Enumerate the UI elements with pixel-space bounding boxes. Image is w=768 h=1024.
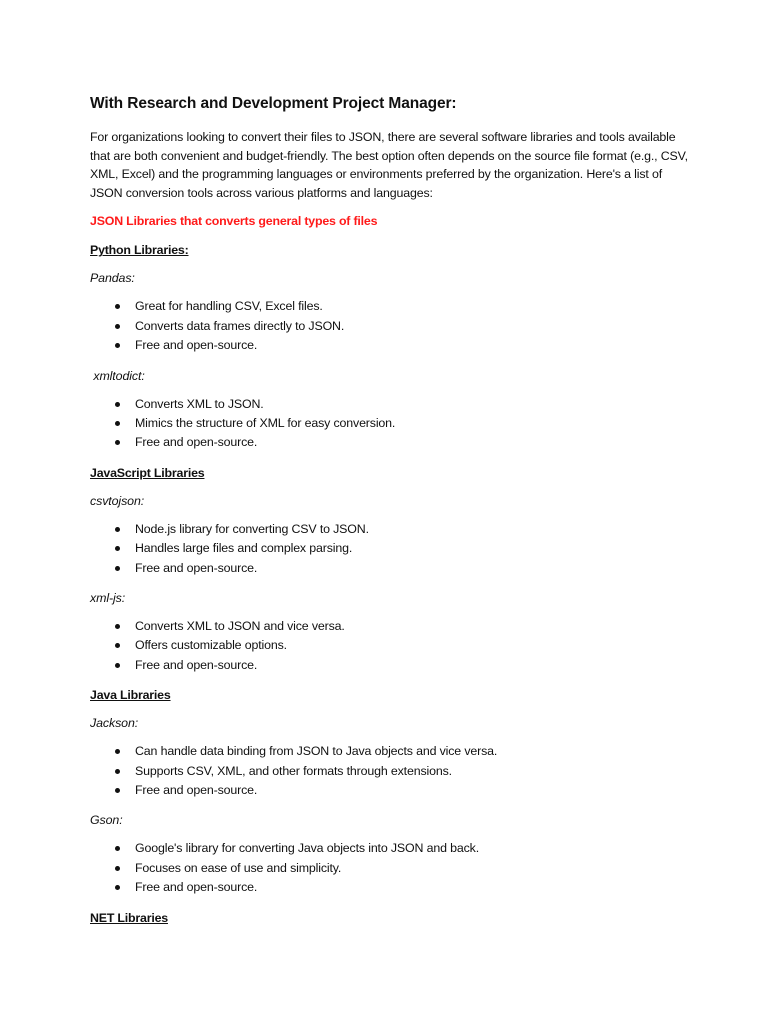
bullet-dot-icon bbox=[115, 769, 120, 774]
bullet-dot-icon bbox=[115, 546, 120, 551]
bullet-text: Converts XML to JSON and vice versa. bbox=[135, 619, 345, 634]
bullet-list bbox=[90, 520, 688, 578]
bullet-item bbox=[90, 781, 688, 800]
bullet-item bbox=[90, 636, 688, 655]
bullet-item bbox=[90, 414, 688, 433]
bullet-text: Free and open-source. bbox=[135, 657, 258, 672]
bullet-list bbox=[90, 742, 688, 800]
bullet-text: Free and open-source. bbox=[135, 560, 258, 575]
bullet-dot-icon bbox=[115, 788, 120, 793]
library-name: xml-js: bbox=[90, 591, 126, 606]
bullet-item bbox=[90, 617, 688, 636]
library-name: Jackson: bbox=[90, 716, 139, 731]
bullet-item bbox=[90, 742, 688, 761]
bullet-dot-icon bbox=[115, 304, 120, 309]
bullet-item bbox=[90, 395, 688, 414]
bullet-list bbox=[90, 617, 688, 675]
intro-paragraph: For organizations looking to convert their files to JSON, there are several software libraries and tools available that are both convenient and budget-friendly. The best option often depends on the source file format (e.g., CSV, XML, Excel) and the programming languages or environments preferred by the organization. Here's a list of JSON conversion tools across various platforms and languages: bbox=[90, 130, 688, 200]
bullet-text: Free and open-source. bbox=[135, 338, 258, 353]
bullet-text: Mimics the structure of XML for easy conversion. bbox=[135, 416, 396, 430]
document-title: With Research and Development Project Manager: bbox=[90, 95, 457, 112]
bullet-dot-icon bbox=[115, 866, 120, 871]
bullet-text: Google's library for converting Java objects into JSON and back. bbox=[135, 841, 480, 856]
bullet-dot-icon bbox=[115, 643, 120, 648]
bullet-item bbox=[90, 317, 688, 336]
sections-container bbox=[90, 241, 688, 926]
bullet-text: Supports CSV, XML, and other formats through extensions. bbox=[135, 763, 452, 778]
bullet-dot-icon bbox=[115, 846, 120, 851]
bullet-dot-icon bbox=[115, 402, 120, 407]
bullet-text: Free and open-source. bbox=[135, 880, 258, 895]
bullet-dot-icon bbox=[115, 663, 120, 668]
bullet-item bbox=[90, 839, 688, 858]
bullet-item bbox=[90, 297, 688, 316]
bullet-dot-icon bbox=[115, 885, 120, 890]
bullet-item bbox=[90, 559, 688, 578]
red-subheading: JSON Libraries that converts general types of files bbox=[90, 214, 378, 229]
bullet-item bbox=[90, 336, 688, 355]
bullet-item bbox=[90, 878, 688, 897]
bullet-dot-icon bbox=[115, 624, 120, 629]
library-name: Gson: bbox=[90, 813, 123, 828]
bullet-item bbox=[90, 762, 688, 781]
bullet-dot-icon bbox=[115, 343, 120, 348]
bullet-text: Converts XML to JSON. bbox=[135, 396, 264, 411]
bullet-item bbox=[90, 539, 688, 558]
bullet-list bbox=[90, 839, 688, 897]
bullet-text: Free and open-source. bbox=[135, 783, 258, 798]
bullet-text: Great for handling CSV, Excel files. bbox=[135, 299, 323, 314]
bullet-text: Node.js library for converting CSV to JSON. bbox=[135, 521, 369, 536]
bullet-text: Handles large files and complex parsing. bbox=[135, 541, 353, 556]
bullet-item bbox=[90, 656, 688, 675]
bullet-dot-icon bbox=[115, 527, 120, 532]
bullet-item bbox=[90, 859, 688, 878]
bullet-dot-icon bbox=[115, 440, 120, 445]
bullet-text: Free and open-source. bbox=[135, 435, 258, 450]
section-heading: Python Libraries: bbox=[90, 243, 189, 258]
library-name: Pandas: bbox=[90, 271, 135, 286]
section-heading: Java Libraries bbox=[90, 688, 171, 703]
bullet-dot-icon bbox=[115, 566, 120, 571]
bullet-dot-icon bbox=[115, 749, 120, 754]
bullet-text: Can handle data binding from JSON to Java objects and vice versa. bbox=[135, 744, 498, 759]
library-name: xmltodict: bbox=[90, 368, 145, 383]
bullet-dot-icon bbox=[115, 324, 120, 329]
bullet-dot-icon bbox=[115, 421, 120, 426]
bullet-list bbox=[90, 395, 688, 453]
library-name: csvtojson: bbox=[90, 493, 145, 508]
section-heading: JavaScript Libraries bbox=[90, 465, 205, 480]
section-heading: NET Libraries bbox=[90, 910, 168, 925]
bullet-text: Converts data frames directly to JSON. bbox=[135, 318, 345, 333]
bullet-text: Offers customizable options. bbox=[135, 638, 287, 653]
bullet-item bbox=[90, 520, 688, 539]
bullet-list bbox=[90, 297, 688, 355]
bullet-text: Focuses on ease of use and simplicity. bbox=[135, 860, 342, 875]
bullet-item bbox=[90, 433, 688, 452]
